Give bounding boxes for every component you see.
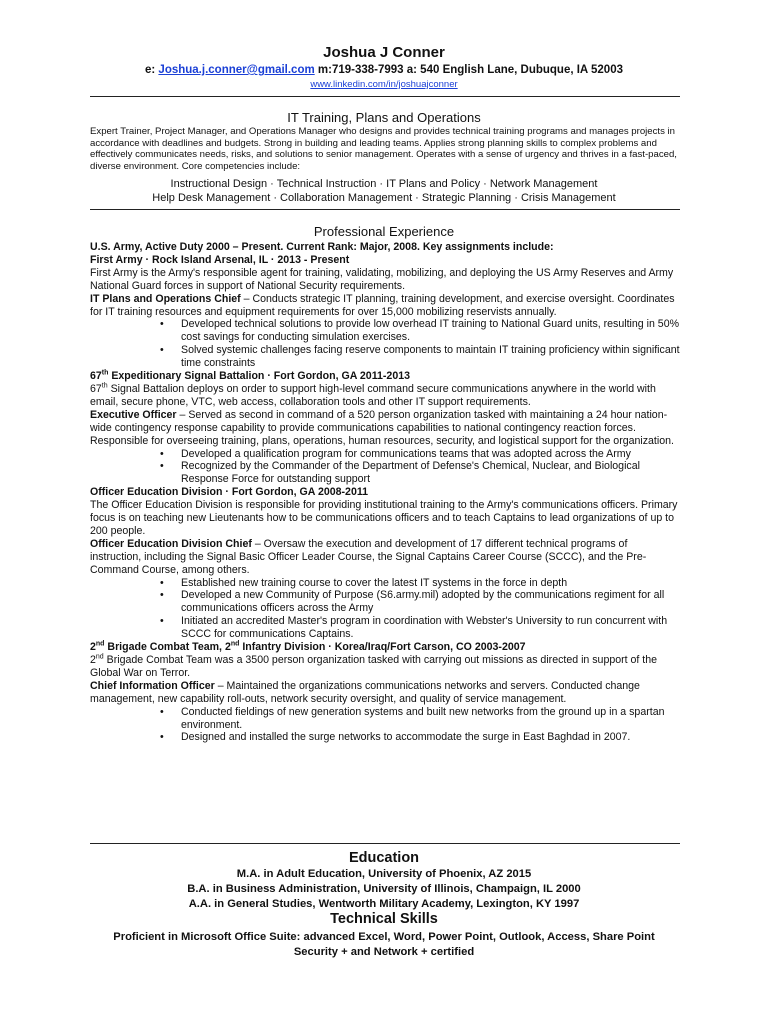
job-role	[90, 680, 680, 706]
education-list	[0, 867, 768, 913]
role-description: – Maintained the organizations communications networks and servers. Conducted change management, new capability roll-outs, network security oversight, and quality of service management.	[90, 679, 640, 705]
bullet-list	[90, 706, 680, 745]
role-description: – Conducts strategic IT planning, training development, and exercise oversight. Coordinates for IT training resources and equipment requirements for over 15,000 mobilizing reservists annually.	[90, 292, 675, 318]
summary-divider	[90, 209, 680, 210]
skills-title: Technical Skills	[330, 911, 438, 927]
role-title: Officer Education Division Chief	[90, 537, 252, 550]
heading-text: Infantry Division · Korea/Iraq/Fort Carson, CO 2003-2007	[239, 641, 526, 654]
skills-list	[0, 930, 768, 960]
army-service-line: U.S. Army, Active Duty 2000 – Present. Current Rank: Major, 2008. Key assignments include:	[90, 241, 554, 253]
education-item: B.A. in Business Administration, University of Illinois, Champaign, IL 2000	[187, 883, 581, 896]
bullet-list	[90, 448, 680, 487]
heading-text: Expeditionary Signal Battalion · Fort Gordon, GA 2011-2013	[108, 370, 410, 383]
email-link[interactable]: Joshua.j.conner@gmail.com	[158, 64, 315, 76]
competencies-line-2: Help Desk Management · Collaboration Management · Strategic Planning · Crisis Management	[152, 191, 616, 204]
skills-line: Security + and Network + certified	[293, 946, 475, 959]
desc-text: Brigade Combat Team was a 3500 person organization tasked with carrying out missions as directed in support of the Global War on Terror.	[90, 654, 658, 679]
job-role	[90, 538, 680, 577]
job-description: The Officer Education Division is responsible for providing institutional training to the Army's communications officers. Primary focus is on teaching new Lieutenants how to be communications officers and to teach Captains to lead organizations of up to 200 people.	[90, 499, 678, 537]
job-description	[90, 383, 680, 409]
role-title: Chief Information Officer	[90, 679, 215, 692]
summary-text: Expert Trainer, Project Manager, and Operations Manager who designs and provides technical training programs and manages projects in accordance with deadlines and budgets. Strong in building and leading teams. Applies strong planning skills to complex problems and effectively communicates needs, risks, and solutions to senior management. Operates with a sense of urgency and thrives in a fast-paced, diverse environment. Core competencies include:	[90, 126, 677, 172]
heading-suffix: nd	[230, 640, 240, 648]
bullet-item: • Solved systemic challenges facing reserve components to maintain IT training proficiency within significant time constraints	[90, 344, 680, 370]
email-label: e:	[145, 64, 159, 76]
job-description	[90, 654, 680, 680]
role-title: IT Plans and Operations Chief	[90, 292, 241, 305]
header-divider	[90, 96, 680, 97]
heading-number: 2	[90, 641, 96, 654]
bullet-item: • Recognized by the Commander of the Department of Defense's Chemical, Nuclear, and Biological Response Force for outstanding support	[90, 460, 680, 486]
bullet-item: • Conducted fieldings of new generation systems and built new networks from the ground up in a spartan environment.	[90, 706, 680, 732]
heading-text: Brigade Combat Team, 2	[104, 641, 231, 654]
job-heading-first-army: First Army · Rock Island Arsenal, IL · 2013 - Present	[90, 253, 350, 266]
experience-title: Professional Experience	[313, 224, 455, 239]
bullet-list	[90, 318, 680, 370]
bullet-item: • Designed and installed the surge networks to accommodate the surge in East Baghdad in 2007.	[90, 731, 680, 744]
bullet-list	[90, 577, 680, 642]
bullet-item: • Developed technical solutions to provide low overhead IT training to National Guard units, resulting in 50% cost savings for conducting simulation exercises.	[90, 318, 680, 344]
education-item: M.A. in Adult Education, University of Phoenix, AZ 2015	[236, 868, 532, 880]
job-role	[90, 293, 680, 319]
candidate-name: Joshua J Conner	[323, 44, 445, 61]
heading-suffix: nd	[95, 640, 105, 648]
contact-line	[0, 64, 768, 76]
job-heading-officer-education: Officer Education Division · Fort Gordon, GA 2008-2011	[90, 486, 369, 499]
role-title: Executive Officer	[90, 408, 177, 421]
skills-line: Proficient in Microsoft Office Suite: advanced Excel, Word, Power Point, Outlook, Access, Share Point	[113, 931, 655, 943]
desc-text: Signal Battalion deploys on order to support high-level command secure communications anywhere in the world with email, secure phone, VTC, web access, collaboration tools and other IT support requirements.	[90, 382, 656, 408]
job-role	[90, 409, 680, 448]
bullet-item: • Developed a qualification program for communications teams that was adopted across the Army	[90, 448, 680, 461]
heading-number: 67	[90, 370, 102, 383]
desc-suffix: nd	[95, 653, 104, 661]
bullet-item: • Established new training course to cover the latest IT systems in the force in depth	[90, 577, 680, 590]
job-description: First Army is the Army's responsible agent for training, validating, mobilizing, and deploying the US Army Reserves and Army National Guard forces in support of National Security requirements.	[90, 266, 674, 292]
competencies-line-1: Instructional Design · Technical Instruction · IT Plans and Policy · Network Management	[170, 178, 598, 190]
desc-number: 67	[90, 382, 102, 395]
role-description: – Oversaw the execution and development of 17 different technical programs of instruction, including the Signal Basic Officer Leader Course, the Signal Captains Career Course (SCCC), and the Pre-Command Course, among others.	[90, 537, 647, 576]
heading-suffix: th	[101, 369, 109, 377]
bullet-item: • Developed a new Community of Purpose (S6.army.mil) adopted by the communications regiment for all communications officers across the Army	[90, 589, 680, 615]
contact-details: m:719-338-7993 a: 540 English Lane, Dubuque, IA 52003	[314, 64, 623, 76]
job-heading-brigade-combat-team	[90, 641, 680, 654]
experience-section	[90, 241, 680, 744]
desc-suffix: th	[101, 382, 108, 390]
summary-title: IT Training, Plans and Operations	[287, 110, 481, 125]
education-item: A.A. in General Studies, Wentworth Military Academy, Lexington, KY 1997	[188, 898, 580, 911]
competencies	[0, 178, 768, 205]
education-title: Education	[348, 850, 420, 866]
linkedin-link[interactable]: www.linkedin.com/in/joshuajconner	[310, 79, 458, 90]
role-description: – Served as second in command of a 520 person organization tasked with maintaining a 24 hour nation-wide contingency response capability to provide communications capabilities to national contingency reaction forces. Responsible for overseeing training, plans, operations, human resources, security, and logistical support for the organization.	[90, 408, 674, 447]
desc-number: 2	[90, 654, 96, 666]
experience-divider	[90, 843, 680, 844]
bullet-item: • Initiated an accredited Master's program in coordination with Webster's University to run concurrent with SCCC for communications Captains.	[90, 615, 680, 641]
job-heading-signal-battalion	[90, 370, 680, 383]
